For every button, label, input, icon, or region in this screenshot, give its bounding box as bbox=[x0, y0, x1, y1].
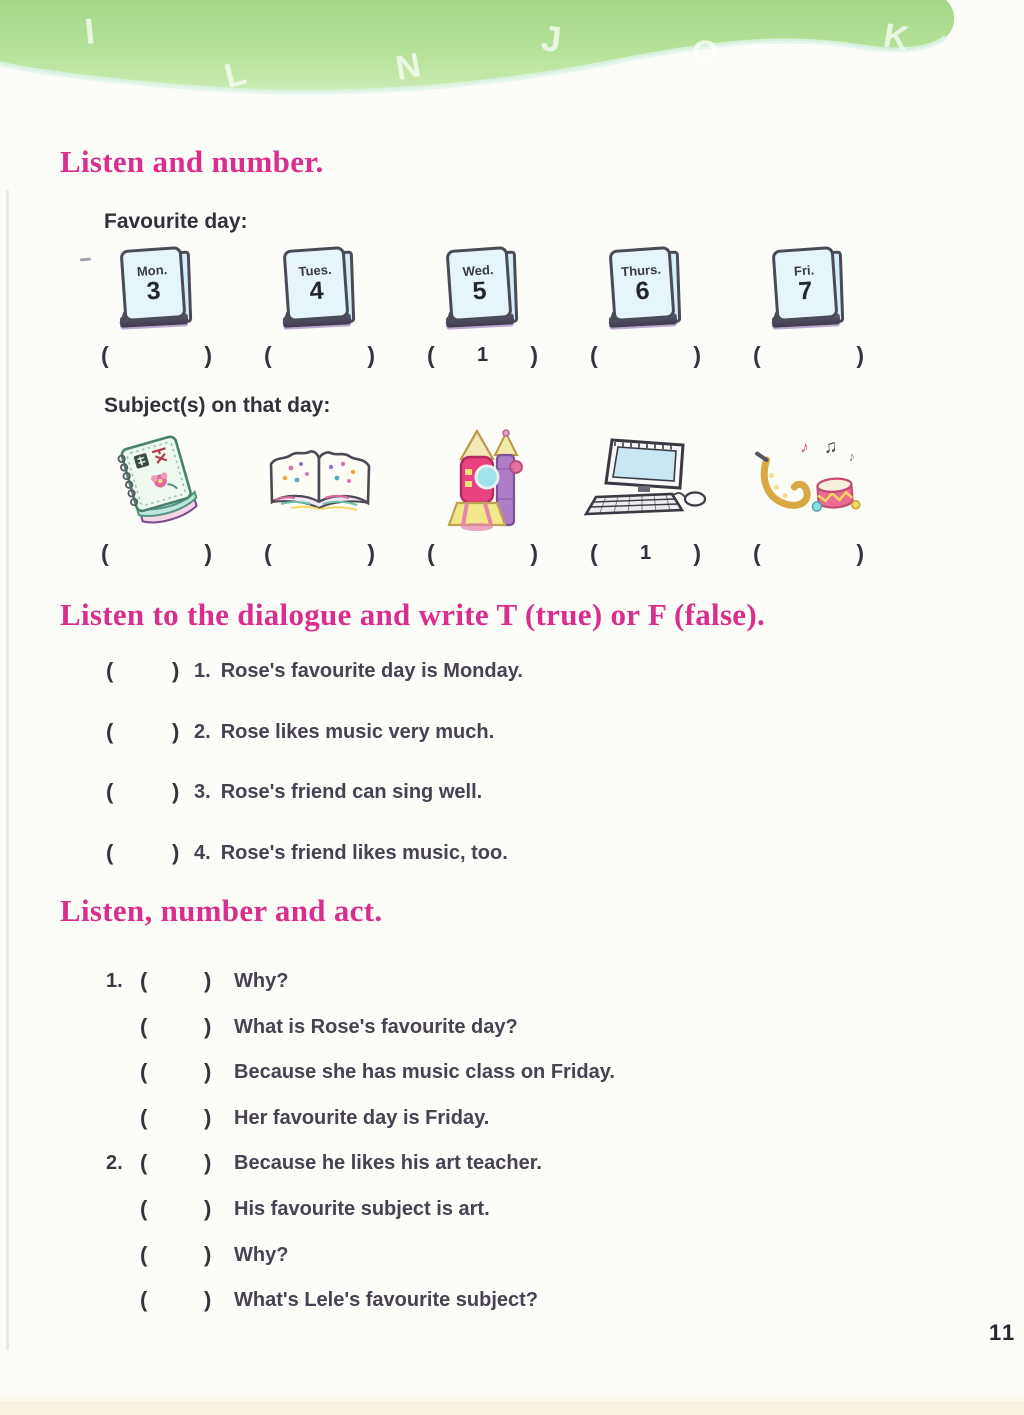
open-paren: ( bbox=[427, 540, 435, 566]
subject-answer-row bbox=[75, 540, 890, 567]
open-paren: ( bbox=[590, 342, 598, 368]
sentence-text: What is Rose's favourite day? bbox=[234, 1015, 518, 1038]
close-paren: ) bbox=[172, 839, 180, 865]
computer-icon bbox=[582, 436, 710, 524]
open-paren: ( bbox=[106, 658, 114, 683]
close-paren: ) bbox=[172, 779, 180, 804]
page-bottom-tint bbox=[0, 1394, 1024, 1401]
close-paren: ) bbox=[367, 342, 375, 368]
answer-slot-tuesday bbox=[238, 342, 401, 369]
statement-sentence: Rose's friend can sing well. bbox=[220, 781, 483, 803]
band-letter-j: J bbox=[539, 17, 564, 61]
answer-slot-thursday bbox=[564, 342, 727, 369]
open-paren: ( bbox=[140, 1013, 148, 1039]
calendar-day-label: Thurs. bbox=[620, 261, 661, 280]
open-paren: ( bbox=[427, 342, 435, 368]
open-paren: ( bbox=[264, 342, 272, 368]
close-paren: ) bbox=[204, 1241, 212, 1267]
header-wave-band bbox=[0, 0, 1024, 120]
answer-value bbox=[162, 1287, 204, 1333]
calendar-day-label: Mon. bbox=[135, 261, 168, 280]
open-paren: ( bbox=[140, 1195, 148, 1221]
statement-sentence: Rose's favourite day is Monday. bbox=[220, 660, 523, 682]
close-paren: ) bbox=[204, 1059, 212, 1085]
open-paren: ( bbox=[140, 1150, 148, 1176]
calendar-row bbox=[75, 246, 890, 332]
svg-text:♪: ♪ bbox=[847, 448, 855, 465]
act-item bbox=[106, 1105, 615, 1151]
item-number: 1. bbox=[106, 970, 123, 992]
answer-value bbox=[162, 1150, 204, 1196]
close-paren: ) bbox=[856, 342, 864, 368]
open-paren: ( bbox=[140, 1287, 148, 1313]
calendar-icon bbox=[441, 246, 525, 332]
statement-text bbox=[194, 658, 523, 719]
open-paren: ( bbox=[101, 342, 109, 368]
section-title-listen-and-number: Listen and number. bbox=[60, 144, 324, 179]
subject-cell-chinese bbox=[75, 424, 238, 536]
close-paren: ) bbox=[204, 1150, 212, 1176]
item-number bbox=[106, 1242, 140, 1288]
calendar-date: 6 bbox=[634, 276, 650, 306]
sentence-text: Because he likes his art teacher. bbox=[234, 1152, 542, 1175]
music-instruments-icon bbox=[750, 431, 868, 529]
act-item bbox=[106, 1242, 615, 1288]
calendar-date: 5 bbox=[471, 276, 487, 306]
sentence-text: Why? bbox=[234, 1243, 289, 1266]
open-paren: ( bbox=[140, 1104, 148, 1130]
close-paren: ) bbox=[530, 342, 538, 368]
answer-value bbox=[128, 779, 172, 840]
favourite-day-label: Favourite day: bbox=[104, 210, 248, 233]
open-paren: ( bbox=[753, 342, 761, 368]
sentence-text: Her favourite day is Friday. bbox=[234, 1106, 490, 1129]
item-number bbox=[106, 1059, 140, 1105]
close-paren: ) bbox=[204, 1287, 212, 1313]
svg-text:♫: ♫ bbox=[822, 435, 838, 457]
subject-cell-computer bbox=[564, 424, 727, 536]
svg-text:♪: ♪ bbox=[798, 438, 810, 457]
answer-value: 1 bbox=[639, 542, 652, 564]
calendar-date: 4 bbox=[308, 276, 324, 306]
sentence-text: What's Lele's favourite subject? bbox=[234, 1289, 539, 1312]
rocket-toy-icon bbox=[435, 425, 531, 535]
act-item bbox=[106, 968, 615, 1014]
calendar-icon bbox=[115, 246, 199, 332]
statement-number: 3. bbox=[194, 781, 211, 803]
day-answer-row bbox=[75, 342, 890, 369]
act-item bbox=[106, 1150, 615, 1196]
act-item bbox=[106, 1059, 615, 1105]
answer-value: 1 bbox=[476, 344, 489, 366]
calendar-cell-monday bbox=[75, 246, 238, 332]
calendar-date: 7 bbox=[797, 276, 813, 306]
open-paren: ( bbox=[140, 1241, 148, 1267]
sentence-text: Because she has music class on Friday. bbox=[234, 1061, 615, 1084]
item-number bbox=[106, 1014, 140, 1060]
statement-sentence: Rose's friend likes music, too. bbox=[220, 841, 508, 864]
answer-value bbox=[162, 1059, 204, 1105]
answer-value bbox=[128, 719, 172, 780]
open-paren: ( bbox=[140, 1059, 148, 1085]
page-spine-shadow bbox=[6, 190, 9, 1350]
open-paren: ( bbox=[106, 839, 114, 865]
calendar-page bbox=[282, 246, 349, 322]
open-paren: ( bbox=[753, 540, 761, 566]
answer-slot-monday bbox=[75, 342, 238, 369]
subjects-label: Subject(s) on that day: bbox=[104, 394, 331, 417]
true-false-item bbox=[106, 840, 523, 901]
band-letter-l: L bbox=[220, 53, 251, 96]
answer-value bbox=[162, 1242, 204, 1288]
calendar-icon bbox=[604, 246, 688, 332]
statement-number: 4. bbox=[194, 841, 211, 864]
act-item bbox=[106, 1014, 615, 1060]
answer-value bbox=[162, 1105, 204, 1151]
act-item bbox=[106, 1196, 615, 1242]
true-false-item bbox=[106, 658, 523, 719]
item-number: 2. bbox=[106, 1152, 123, 1175]
calendar-day-label: Fri. bbox=[792, 262, 815, 279]
close-paren: ) bbox=[204, 968, 212, 993]
close-paren: ) bbox=[204, 342, 212, 368]
calendar-cell-tuesday bbox=[238, 246, 401, 332]
calendar-page bbox=[445, 246, 512, 322]
calendar-day-label: Tues. bbox=[297, 261, 332, 280]
close-paren: ) bbox=[693, 540, 701, 566]
true-false-list bbox=[106, 658, 523, 900]
act-item bbox=[106, 1287, 615, 1333]
true-false-item bbox=[106, 779, 523, 840]
calendar-cell-friday bbox=[727, 246, 890, 332]
answer-slot-rocket bbox=[401, 540, 564, 567]
page-number: 11 bbox=[989, 1320, 1017, 1345]
statement-number: 1. bbox=[194, 660, 211, 682]
statement-number: 2. bbox=[194, 720, 211, 743]
answer-value bbox=[128, 658, 172, 719]
open-paren: ( bbox=[101, 540, 109, 566]
calendar-icon bbox=[767, 246, 851, 332]
calendar-page bbox=[608, 246, 675, 322]
calendar-date: 3 bbox=[145, 276, 161, 306]
subject-cell-music bbox=[727, 424, 890, 536]
open-paren: ( bbox=[106, 779, 114, 804]
statement-text bbox=[194, 840, 523, 901]
open-paren: ( bbox=[140, 968, 148, 993]
item-number bbox=[106, 1105, 140, 1151]
item-number bbox=[106, 1196, 140, 1242]
close-paren: ) bbox=[172, 718, 180, 744]
band-letter-k: K bbox=[880, 16, 912, 59]
answer-slot-music bbox=[727, 540, 890, 567]
calendar-icon bbox=[278, 246, 362, 332]
answer-slot-chinese bbox=[75, 540, 238, 567]
answer-slot-wednesday bbox=[401, 342, 564, 369]
section-title-number-act: Listen, number and act. bbox=[60, 893, 383, 928]
chinese-textbook-icon bbox=[109, 428, 205, 532]
answer-slot-open-book bbox=[238, 540, 401, 567]
band-letter-i: I bbox=[82, 10, 97, 52]
number-act-list bbox=[106, 968, 615, 1333]
close-paren: ) bbox=[367, 540, 375, 566]
answer-value bbox=[162, 1196, 204, 1242]
band-letter-o: O bbox=[692, 34, 719, 72]
statement-sentence: Rose likes music very much. bbox=[220, 720, 495, 743]
close-paren: ) bbox=[172, 658, 180, 683]
calendar-day-label: Wed. bbox=[461, 261, 494, 280]
answer-slot-friday bbox=[727, 342, 890, 369]
close-paren: ) bbox=[204, 540, 212, 566]
close-paren: ) bbox=[204, 1013, 212, 1039]
answer-value bbox=[128, 840, 172, 901]
sentence-text: His favourite subject is art. bbox=[234, 1197, 490, 1220]
open-book-icon bbox=[261, 434, 379, 526]
page-bottom-edge bbox=[0, 1401, 1024, 1415]
open-paren: ( bbox=[264, 540, 272, 566]
calendar-cell-thursday bbox=[564, 246, 727, 332]
sentence-text: Why? bbox=[234, 970, 289, 992]
answer-value bbox=[162, 968, 204, 1014]
statement-text bbox=[194, 779, 523, 840]
close-paren: ) bbox=[693, 342, 701, 368]
section-title-true-false: Listen to the dialogue and write T (true) or F (false). bbox=[60, 597, 766, 632]
close-paren: ) bbox=[204, 1104, 212, 1130]
item-number bbox=[106, 1287, 140, 1333]
answer-value bbox=[162, 1014, 204, 1060]
band-letter-n: N bbox=[392, 46, 424, 88]
close-paren: ) bbox=[204, 1195, 212, 1221]
close-paren: ) bbox=[530, 540, 538, 566]
subject-cell-open-book bbox=[238, 424, 401, 536]
open-paren: ( bbox=[590, 540, 598, 566]
calendar-cell-wednesday bbox=[401, 246, 564, 332]
subject-cell-rocket bbox=[401, 424, 564, 536]
open-paren: ( bbox=[106, 718, 114, 744]
calendar-page bbox=[771, 246, 838, 322]
subject-icons-row bbox=[75, 424, 890, 536]
answer-slot-computer bbox=[564, 540, 727, 567]
true-false-item bbox=[106, 719, 523, 780]
calendar-page bbox=[119, 246, 186, 322]
statement-text bbox=[194, 719, 523, 780]
close-paren: ) bbox=[856, 540, 864, 566]
